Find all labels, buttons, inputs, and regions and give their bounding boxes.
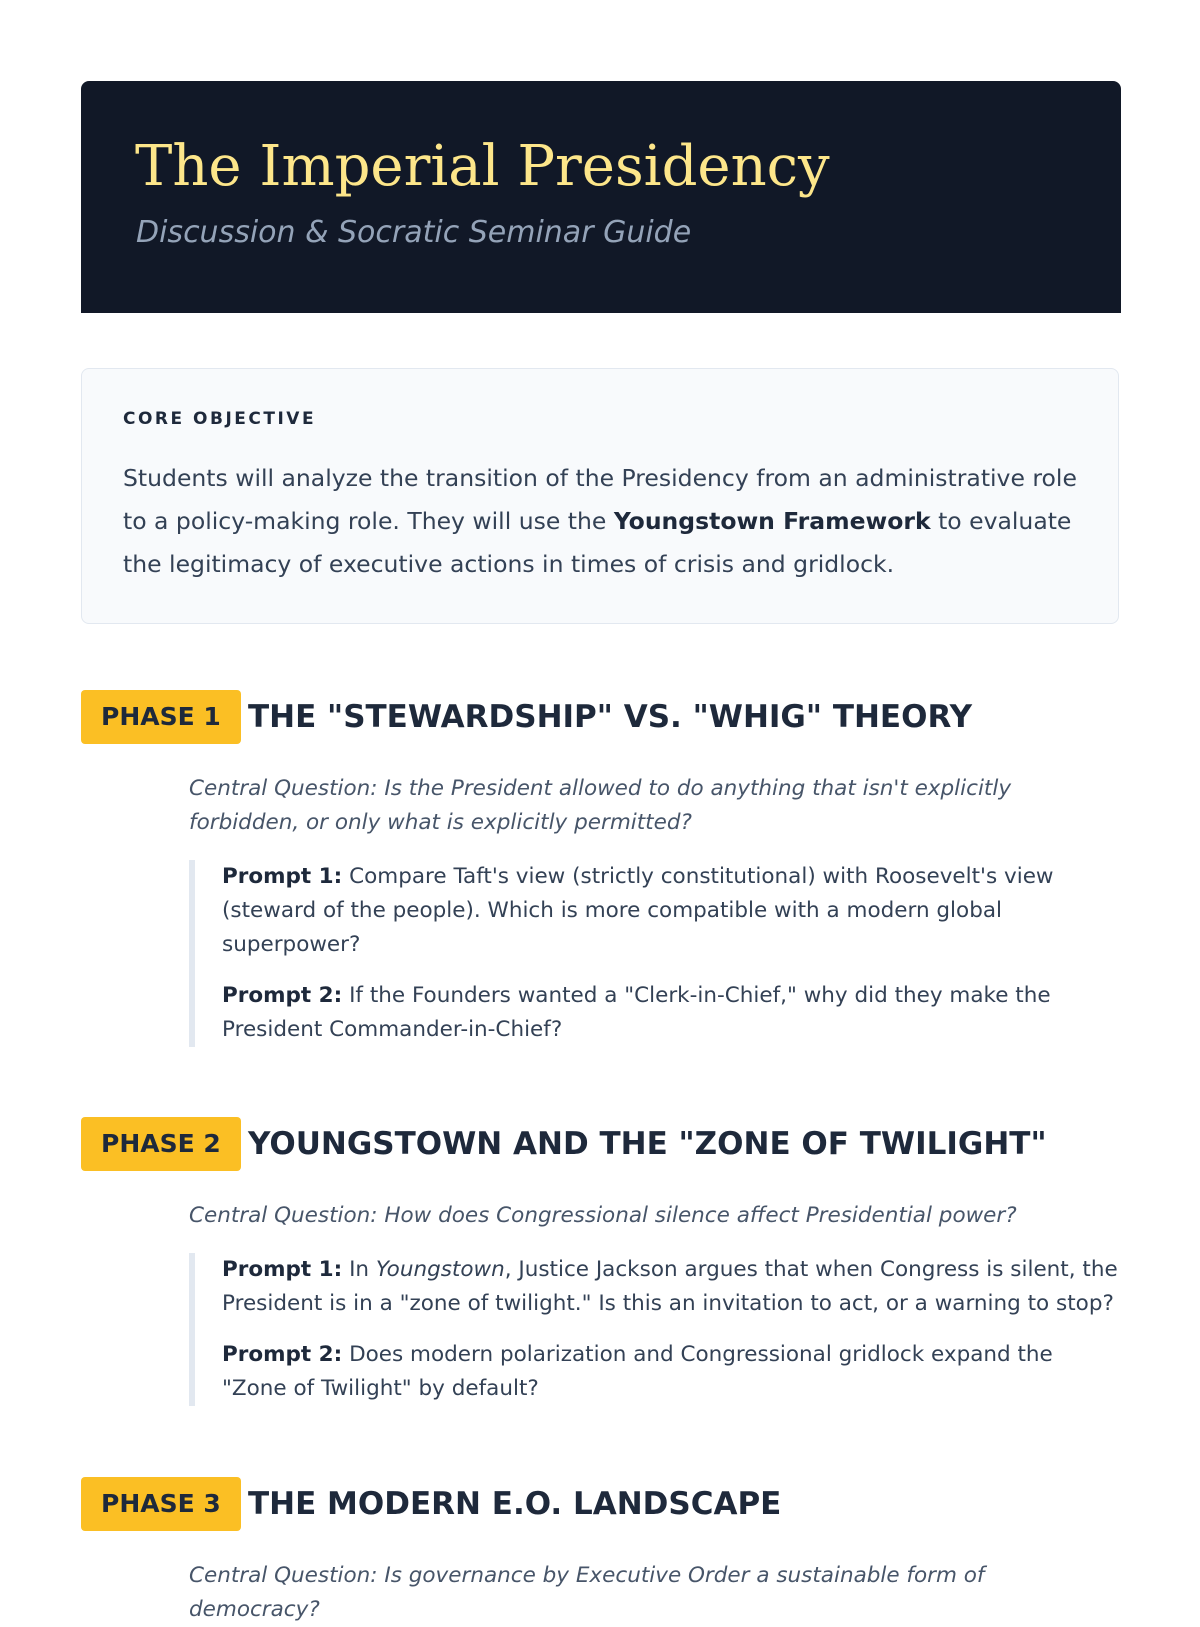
core-objective-box <box>81 368 1119 624</box>
core-objective-label: CORE OBJECTIVE <box>123 409 317 429</box>
prompt-list <box>189 860 1121 1047</box>
prompt-text: Does modern polarization and Congressional gridlock expand the "Zone of Twilight" by default? <box>222 1342 1053 1401</box>
central-question: Central Question: Is the President allowed to do anything that isn't explicitly forbidden, or only what is explicitly permitted? <box>189 776 1012 835</box>
phase-badge: PHASE 1 <box>81 690 241 744</box>
prompt-list <box>189 1253 1121 1406</box>
prompt-text: If the Founders wanted a "Clerk-in-Chief," why did they make the President Commander-in-Chief? <box>222 983 1051 1042</box>
prompt-label: Prompt 1: <box>222 864 343 889</box>
central-question: Central Question: Is governance by Executive Order a sustainable form of democracy? <box>189 1563 985 1622</box>
phase-heading <box>81 1117 1121 1171</box>
objective-text-part: Students will analyze the transition of the Presidency from an administrative role to a policy-making role. They will use the <box>123 464 1077 535</box>
prompt-text: , Justice Jackson argues that when Congress is silent, the President is in a "zone of twilight." Is this an invitation to act, or a warning to stop? <box>222 1257 1118 1316</box>
phase-heading <box>81 1477 1121 1531</box>
prompt-item <box>222 979 1121 1047</box>
prompt-item <box>222 1253 1121 1321</box>
phase-title: THE MODERN E.O. LANDSCAPE <box>248 1486 782 1522</box>
prompt-text: In <box>342 1257 376 1282</box>
prompt-label: Prompt 2: <box>222 983 343 1008</box>
phase-section-3 <box>81 1477 1121 1627</box>
header-banner <box>81 81 1121 313</box>
page-subtitle: Discussion & Socratic Seminar Guide <box>136 215 692 250</box>
central-question: Central Question: How does Congressional silence affect Presidential power? <box>189 1203 1017 1228</box>
prompt-label: Prompt 2: <box>222 1342 343 1367</box>
phase-section-2 <box>81 1117 1121 1406</box>
phase-section-1 <box>81 690 1121 1047</box>
phase-title: YOUNGSTOWN AND THE "ZONE OF TWILIGHT" <box>248 1126 1047 1162</box>
core-objective-text <box>123 457 1083 586</box>
prompt-item <box>222 860 1121 962</box>
phase-badge: PHASE 3 <box>81 1477 241 1531</box>
prompt-text: Compare Taft's view (strictly constitutional) with Roosevelt's view (steward of the people). Which is more compatible with a modern global superpower? <box>222 864 1054 957</box>
phase-title: THE "STEWARDSHIP" VS. "WHIG" THEORY <box>248 699 973 735</box>
objective-text-part: to evaluate the legitimacy of executive actions in times of crisis and gridlock. <box>123 507 1072 578</box>
prompt-item <box>222 1338 1121 1406</box>
prompt-label: Prompt 1: <box>222 1257 343 1282</box>
page-title: The Imperial Presidency <box>135 134 830 199</box>
case-name: Youngstown <box>375 1257 505 1282</box>
objective-text-emphasis: Youngstown Framework <box>613 507 931 535</box>
phase-badge: PHASE 2 <box>81 1117 241 1171</box>
phase-heading <box>81 690 1121 744</box>
